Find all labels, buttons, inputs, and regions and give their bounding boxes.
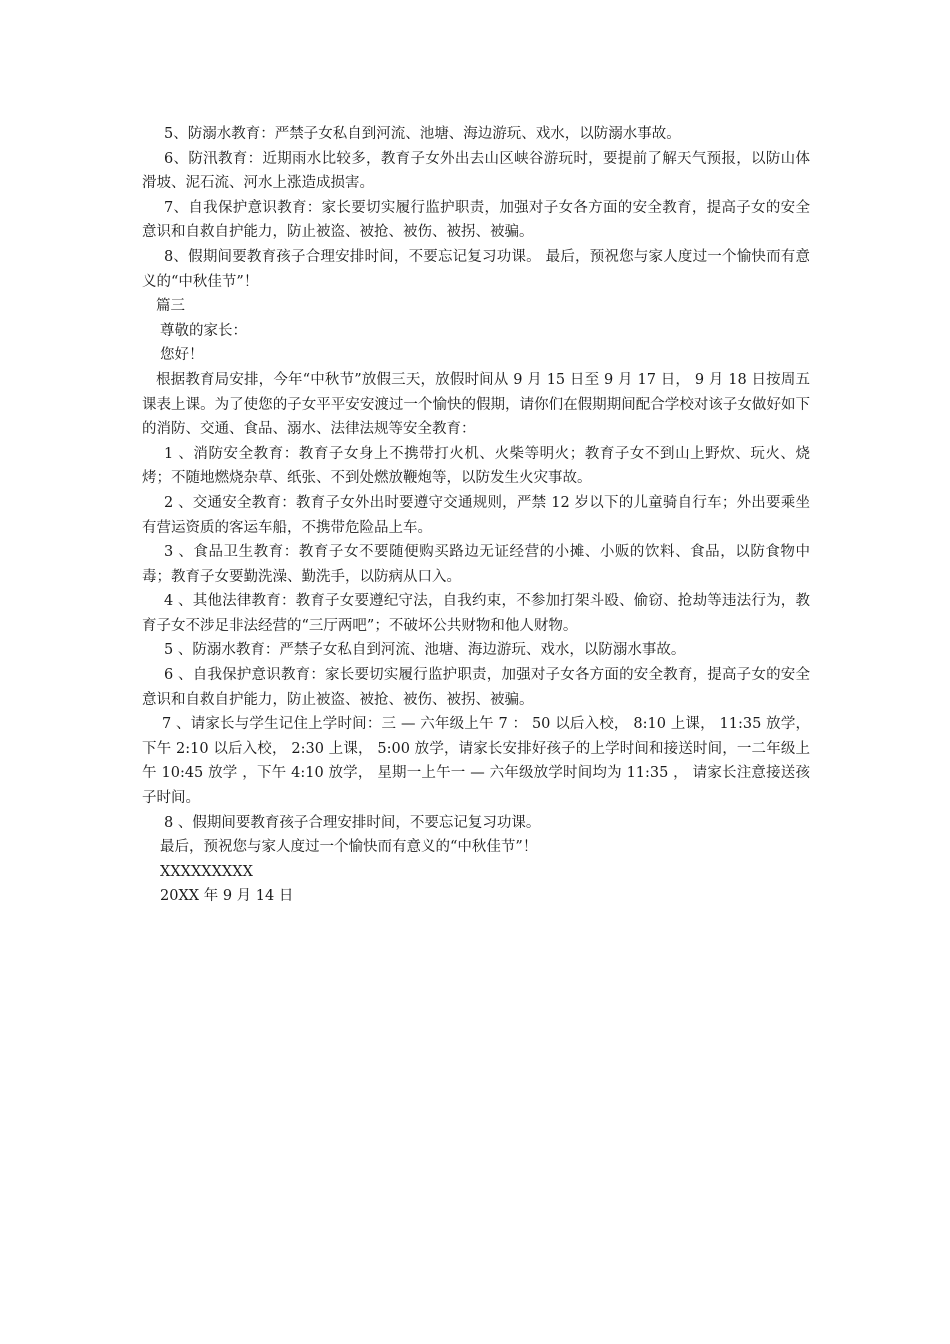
document-body: [142, 122, 810, 909]
paragraph-fire-safety: 1 、消防安全教育：教育子女身上不携带打火机、火柴等明火；教育子女不到山上野炊、玩火、烧烤；不随地燃烧杂草、纸张、不到处燃放鞭炮等，以防发生火灾事故。: [142, 445, 810, 487]
paragraph-legal-education: 4 、其他法律教育：教育子女要遵纪守法，自我约束，不参加打架斗殴、偷窃、抢劫等违法行为，教育子女不涉足非法经营的“三厅两吧”；不破坏公共财物和他人财物。: [142, 593, 810, 634]
paragraph-drowning-prevention: 5、防溺水教育：严禁子女私自到河流、池塘、海边游玩、戏水，以防溺水事故。: [164, 126, 681, 142]
paragraph-flood-prevention: 6、防汛教育：近期雨水比较多，教育子女外出去山区峡谷游玩时，要提前了解天气预报，以防山体滑坡、泥石流、河水上涨造成损害。: [142, 150, 810, 192]
paragraph-food-safety: 3 、食品卫生教育：教育子女不要随便购买路边无证经营的小摊、小贩的饮料、食品，以防食物中毒；教育子女要勤洗澡、勤洗手，以防病从口入。: [142, 544, 810, 585]
paragraph-intro: 根据教育局安排，今年“中秋节”放假三天，放假时间从 9 月 15 日至 9 月 17 日， 9 月 18 日按周五课表上课。为了使您的子女平平安安渡过一个愉快的假期，请你们在假期期间配合学校对该子女做好如下的消防、交通、食品、溺水、法律法规等安全教育：: [142, 371, 810, 438]
paragraph-school-schedule: 7 、请家长与学生记住上学时间：三 — 六年级上午 7 ： 50 以后入校， 8:10 上课， 11:35 放学，下午 2:10 以后入校， 2:30 上课， 5:00 放学，请家长安排好孩子的上学时间和接送时间，一二年级上午 10:45 放学 ，下午 4:10 放学， 星期一上午一 — 六年级放学时间均为 11:35 ， 请家长注意接送孩子时间。: [142, 716, 810, 807]
signature: XXXXXXXXX: [160, 863, 253, 880]
paragraph-self-protection-2: 6 、自我保护意识教育：家长要切实履行监护职责，加强对子女各方面的安全教育，提高子女的安全意识和自救自护能力，防止被盗、被抢、被伤、被拐、被骗。: [142, 667, 810, 708]
closing-wishes: 最后，预祝您与家人度过一个愉快而有意义的“中秋佳节”！: [160, 839, 538, 856]
paragraph-holiday-study: 8、假期间要教育孩子合理安排时间，不要忘记复习功课。 最后，预祝您与家人度过一个愉快而有意义的“中秋佳节”！: [142, 248, 810, 290]
date-line: 20XX 年 9 月 14 日: [160, 888, 294, 905]
paragraph-self-protection: 7、自我保护意识教育：家长要切实履行监护职责，加强对子女各方面的安全教育，提高子女的安全意识和自救自护能力，防止被盗、被抢、被伤、被拐、被骗。: [142, 199, 810, 241]
section-heading: 篇三: [156, 298, 185, 315]
paragraph-holiday-study-2: 8 、假期间要教育孩子合理安排时间，不要忘记复习功课。: [164, 814, 541, 831]
paragraph-traffic-safety: 2 、交通安全教育：教育子女外出时要遵守交通规则，严禁 12 岁以下的儿童骑自行车；外出要乘坐有营运资质的客运车船，不携带危险品上车。: [142, 494, 810, 536]
paragraph-drowning-prevention-2: 5 、防溺水教育：严禁子女私自到河流、池塘、海边游玩、戏水，以防溺水事故。: [164, 642, 686, 659]
salutation: 尊敬的家长：: [160, 322, 247, 339]
greeting: 您好！: [160, 347, 204, 364]
